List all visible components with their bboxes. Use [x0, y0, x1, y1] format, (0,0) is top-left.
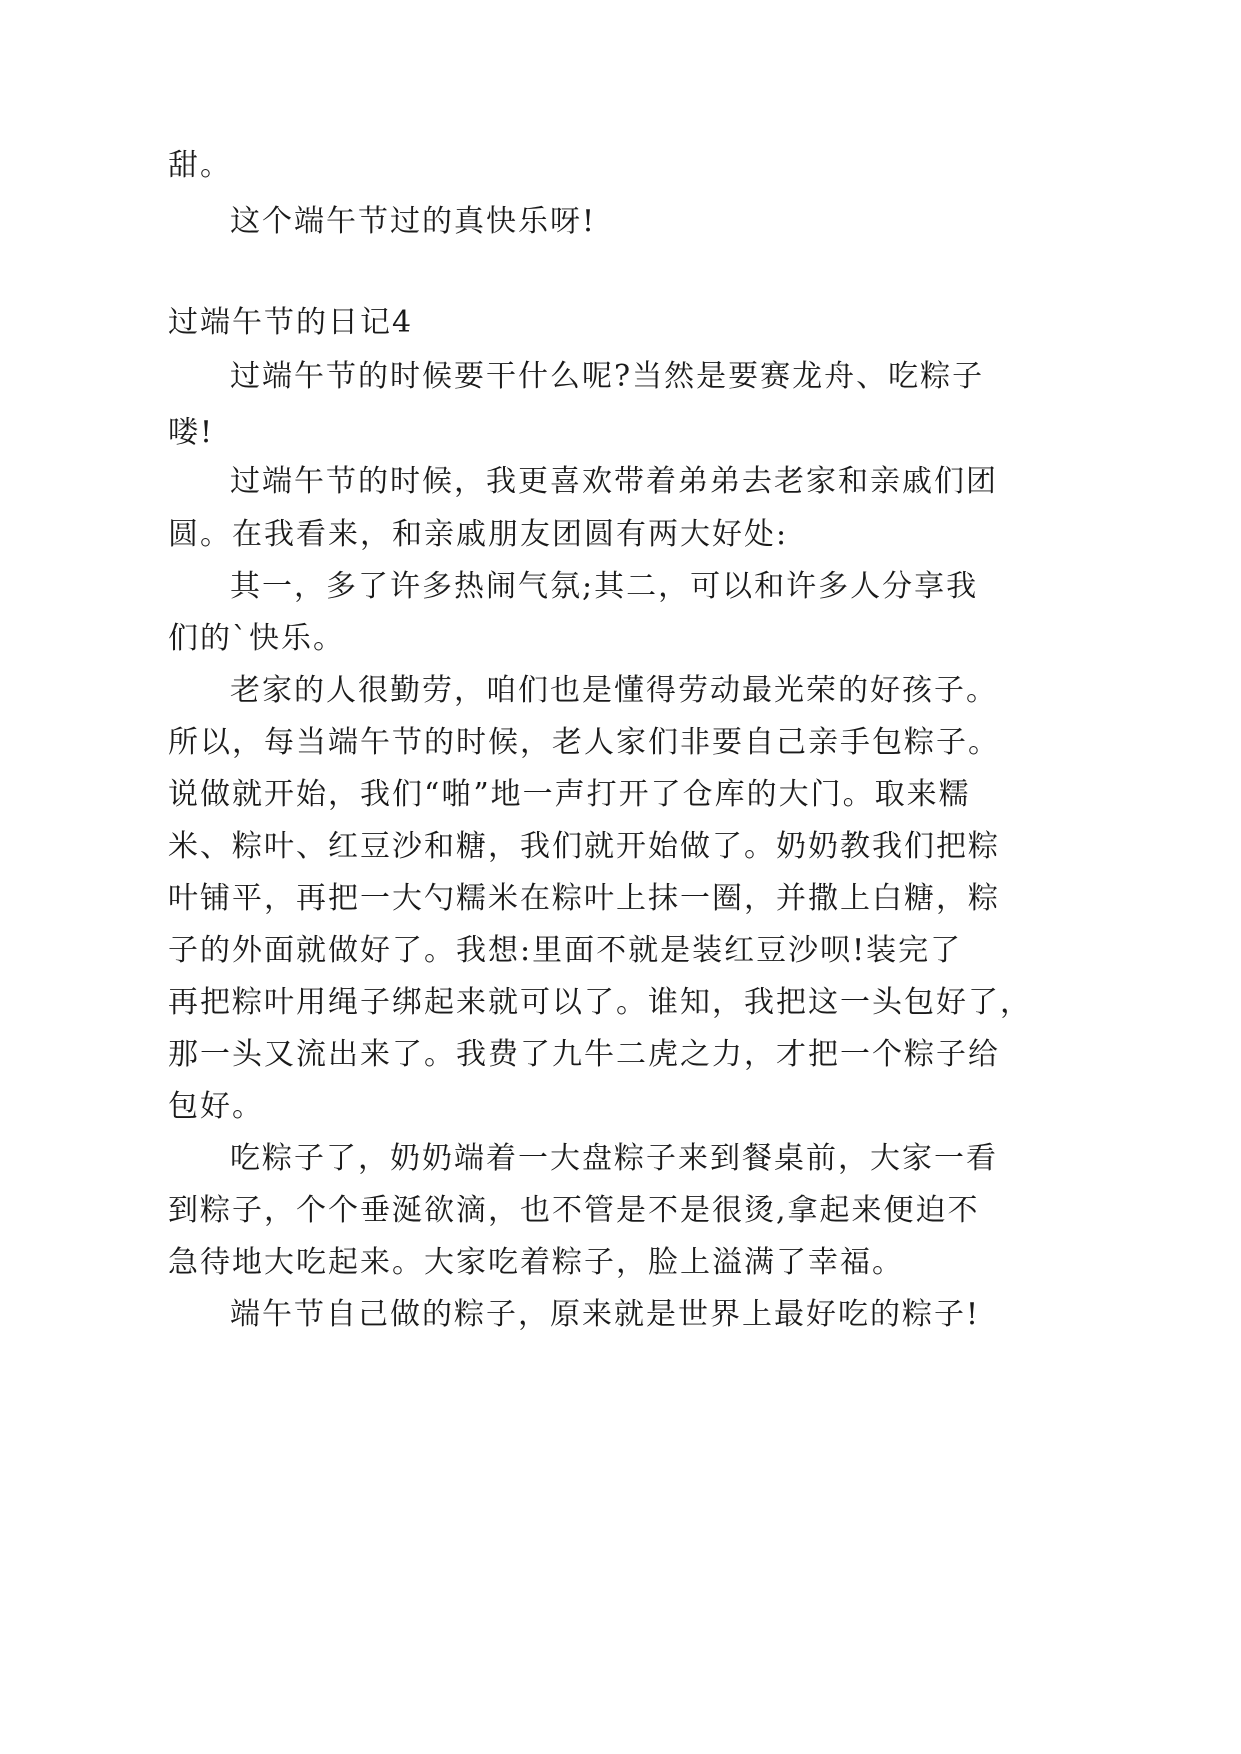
paragraph-6-line-1: 端午节自己做的粽子，原来就是世界上最好吃的粽子! [230, 1297, 981, 1332]
paragraph-4-line-5: 叶铺平，再把一大勺糯米在粽叶上抹一圈，并撒上白糖，粽 [168, 881, 1000, 916]
paragraph-4-line-8: 那一头又流出来了。我费了九牛二虎之力，才把一个粽子给 [168, 1037, 1000, 1072]
paragraph-5-line-2: 到粽子，个个垂涎欲滴，也不管是不是很烫,拿起来便迫不 [168, 1193, 980, 1228]
section-title: 过端午节的日记4 [168, 305, 414, 340]
paragraph-2-line-2: 圆。在我看来，和亲戚朋友团圆有两大好处: [168, 517, 789, 552]
paragraph-4-line-2: 所以，每当端午节的时候，老人家们非要自己亲手包粽子。 [168, 725, 1000, 760]
paragraph-5-line-3: 急待地大吃起来。大家吃着粽子，脸上溢满了幸福。 [168, 1245, 904, 1280]
paragraph-3-line-2: 们的`快乐。 [168, 621, 345, 656]
paragraph-4-line-1: 老家的人很勤劳，咱们也是懂得劳动最光荣的好孩子。 [230, 673, 998, 708]
paragraph-2-line-1: 过端午节的时候，我更喜欢带着弟弟去老家和亲戚们团 [230, 464, 998, 499]
continuation-text: 甜。 [168, 148, 232, 183]
closing-line: 这个端午节过的真快乐呀! [230, 204, 597, 239]
paragraph-4-line-7: 再把粽叶用绳子绑起来就可以了。谁知，我把这一头包好了， [168, 985, 1032, 1020]
paragraph-4-line-6: 子的外面就做好了。我想:里面不就是装红豆沙呗!装完了 [168, 933, 963, 968]
paragraph-4-line-4: 米、粽叶、红豆沙和糖，我们就开始做了。奶奶教我们把粽 [168, 829, 1000, 864]
paragraph-1-line-2: 喽! [168, 415, 215, 450]
paragraph-3-line-1: 其一，多了许多热闹气氛;其二，可以和许多人分享我 [230, 569, 979, 604]
paragraph-1-line-1: 过端午节的时候要干什么呢?当然是要赛龙舟、吃粽子 [230, 359, 985, 394]
paragraph-5-line-1: 吃粽子了，奶奶端着一大盘粽子来到餐桌前，大家一看 [230, 1141, 998, 1176]
paragraph-4-line-3: 说做就开始，我们“啪”地一声打开了仓库的大门。取来糯 [168, 777, 971, 812]
paragraph-4-line-9: 包好。 [168, 1089, 264, 1124]
